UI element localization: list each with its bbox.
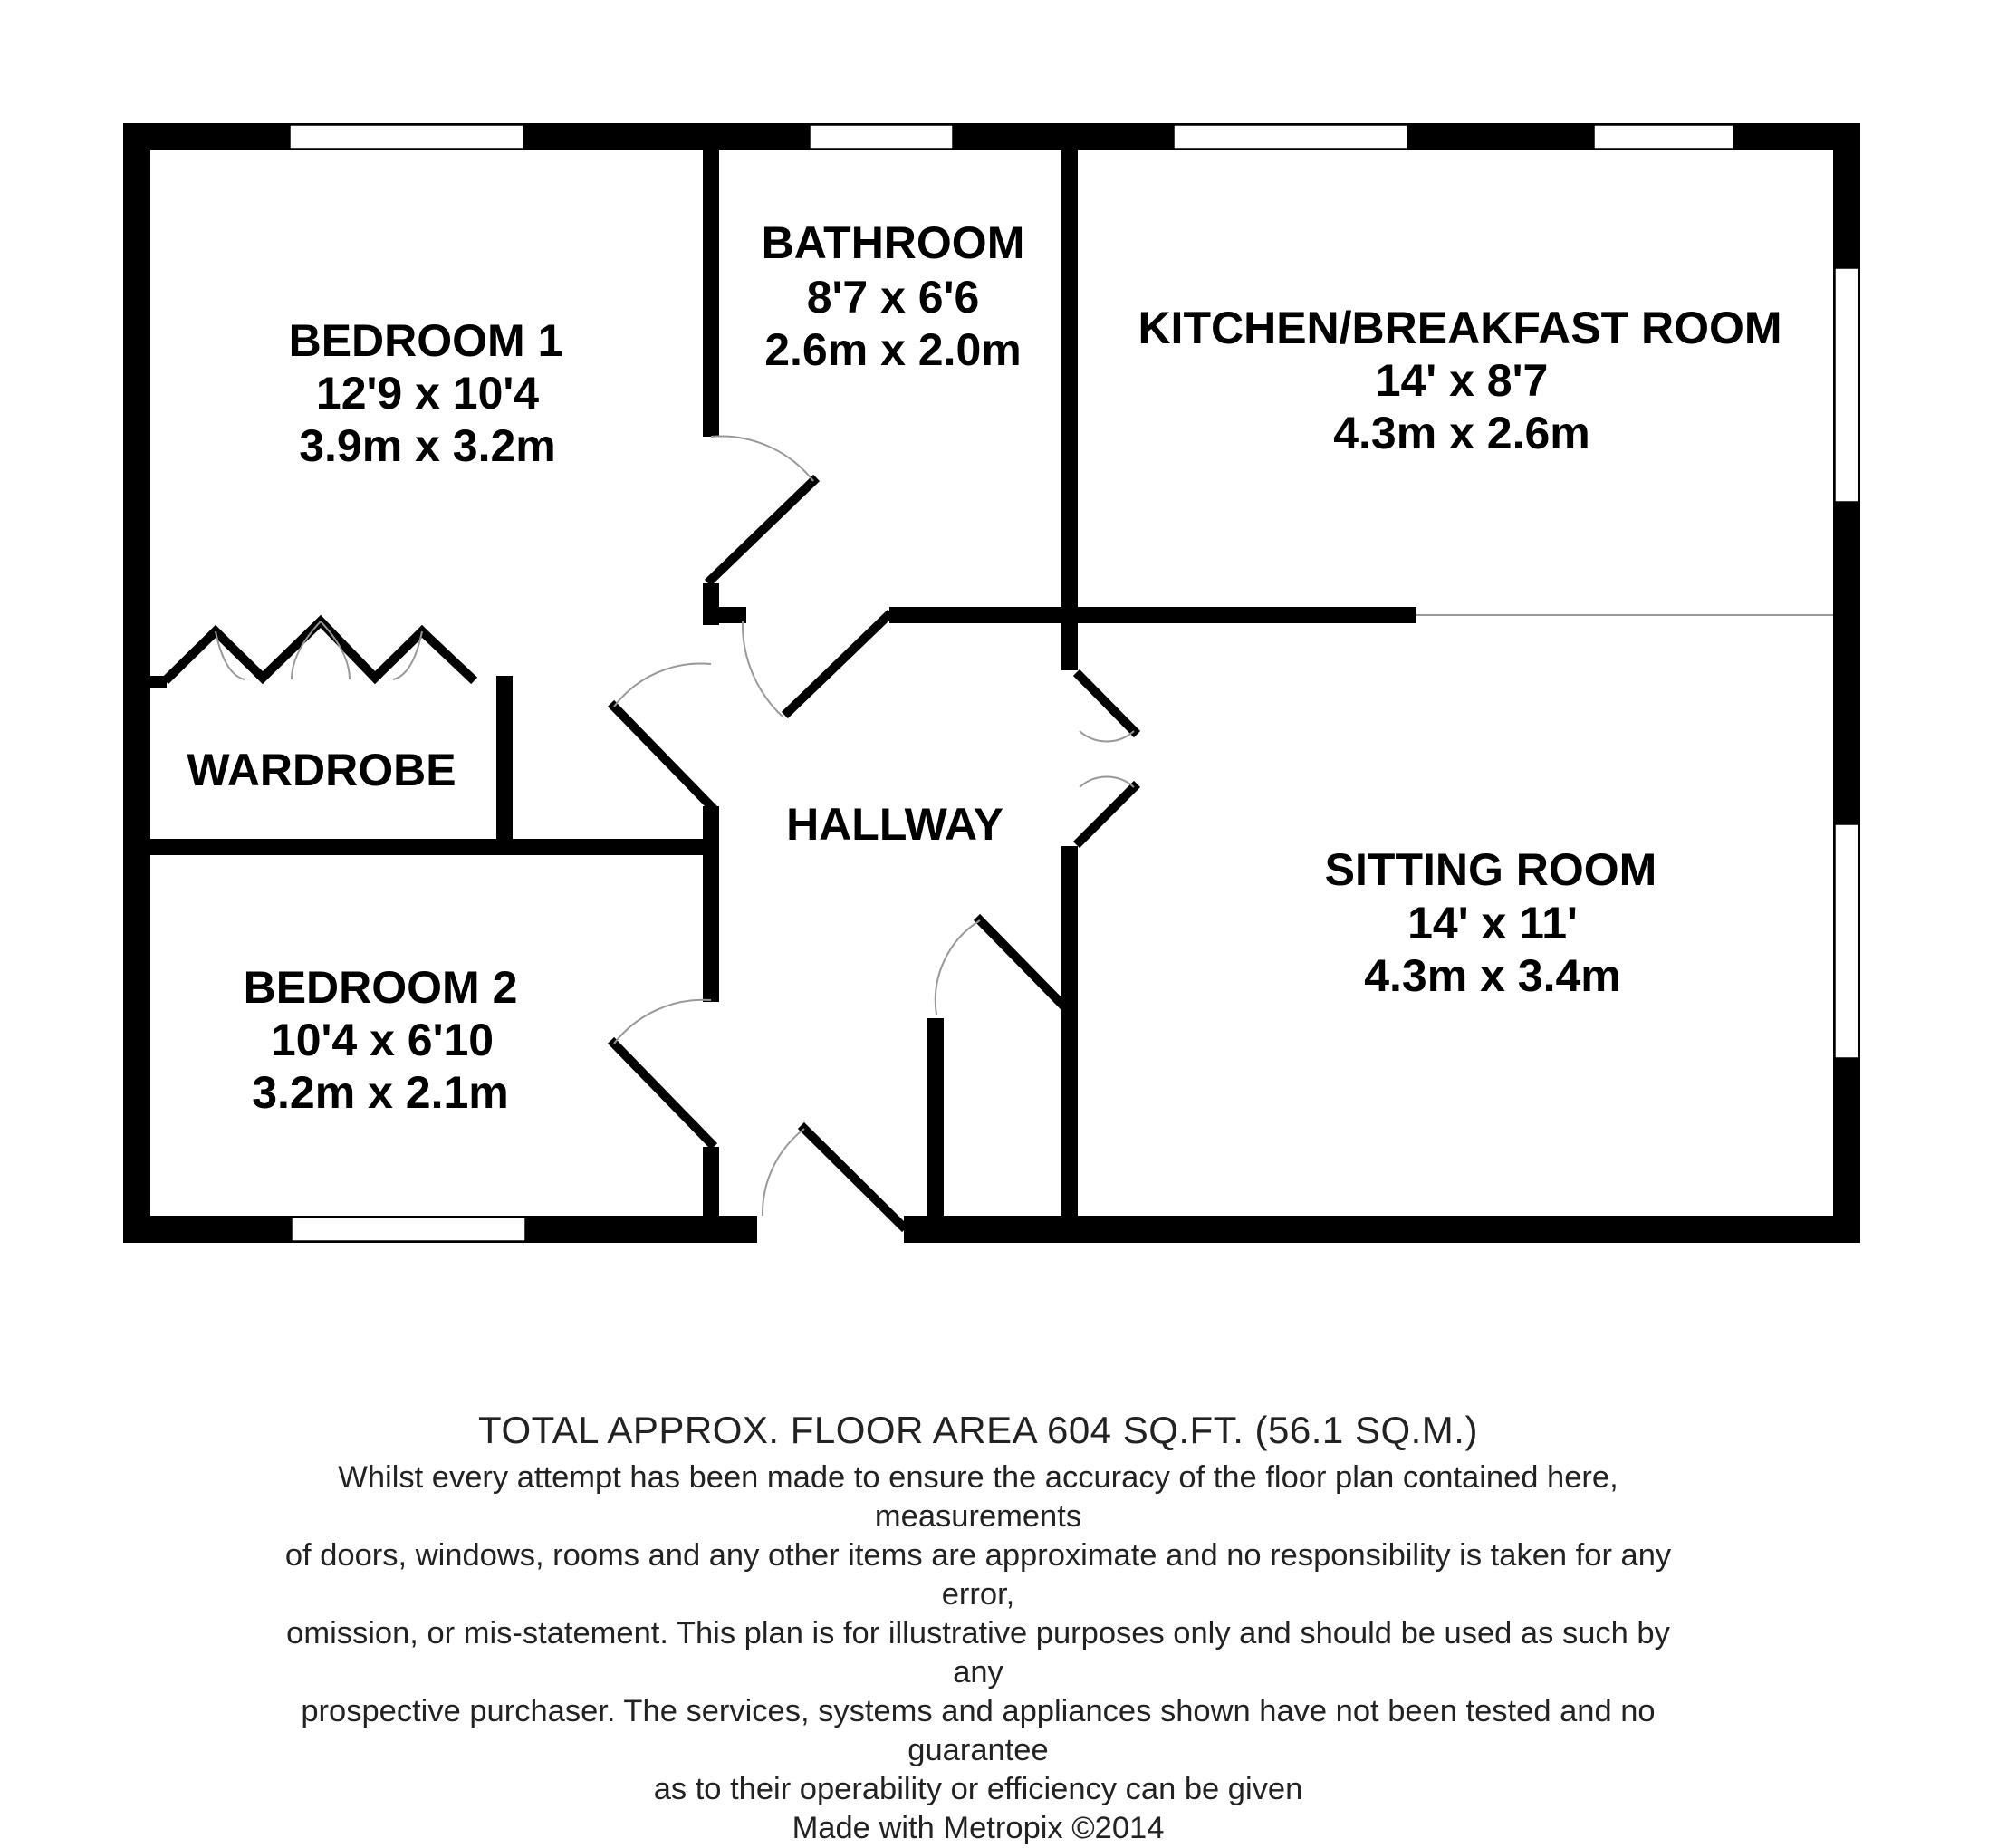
bedroom2-metric: 3.2m x 2.1m [252, 1067, 509, 1118]
window-sitting-side [1835, 824, 1858, 1058]
wardrobe-name: WARDROBE [187, 745, 456, 795]
bedroom2-name: BEDROOM 2 [243, 962, 518, 1013]
kitchen-metric: 4.3m x 2.6m [1333, 408, 1590, 458]
bedroom1-name: BEDROOM 1 [288, 315, 563, 366]
disclaimer-line: as to their operability or efficiency can be given [653, 1772, 1303, 1806]
window-kitchen-2 [1594, 125, 1733, 149]
window-kitchen-side [1835, 268, 1858, 502]
sitting-imperial: 14' x 11' [1407, 898, 1578, 948]
window-bathroom [810, 125, 953, 149]
bedroom1-metric: 3.9m x 3.2m [299, 420, 556, 471]
disclaimer-line: Whilst every attempt has been made to ensure the accuracy of the floor plan contained here, measurements [338, 1460, 1618, 1534]
credit: Made with Metropix ©2014 [792, 1811, 1165, 1845]
footer [272, 1406, 1685, 1848]
bathroom-imperial: 8'7 x 6'6 [806, 272, 980, 322]
disclaimer-line: prospective purchaser. The services, systems and appliances shown have not been tested and no guarantee [301, 1694, 1656, 1767]
total-floor-area: TOTAL APPROX. FLOOR AREA 604 SQ.FT. (56.1 SQ.M.) [478, 1409, 1478, 1451]
bathroom-metric: 2.6m x 2.0m [764, 324, 1022, 375]
disclaimer-line: omission, or mis-statement. This plan is for illustrative purposes only and should be used as such by any [286, 1616, 1670, 1689]
window-bedroom1 [290, 125, 523, 149]
sitting-name: SITTING ROOM [1324, 844, 1657, 895]
window-bedroom2 [292, 1218, 525, 1241]
sitting-metric: 4.3m x 3.4m [1364, 950, 1621, 1001]
bathroom-name: BATHROOM [761, 217, 1025, 268]
kitchen-imperial: 14' x 8'7 [1375, 355, 1549, 406]
bedroom1-imperial: 12'9 x 10'4 [315, 368, 540, 419]
bedroom2-imperial: 10'4 x 6'10 [270, 1015, 495, 1065]
kitchen-name: KITCHEN/BREAKFAST ROOM [1138, 303, 1782, 353]
window-kitchen-1 [1174, 125, 1407, 149]
hallway-name: HALLWAY [786, 799, 1004, 850]
disclaimer-line: of doors, windows, rooms and any other items are approximate and no responsibility is taken for any error, [284, 1538, 1672, 1612]
